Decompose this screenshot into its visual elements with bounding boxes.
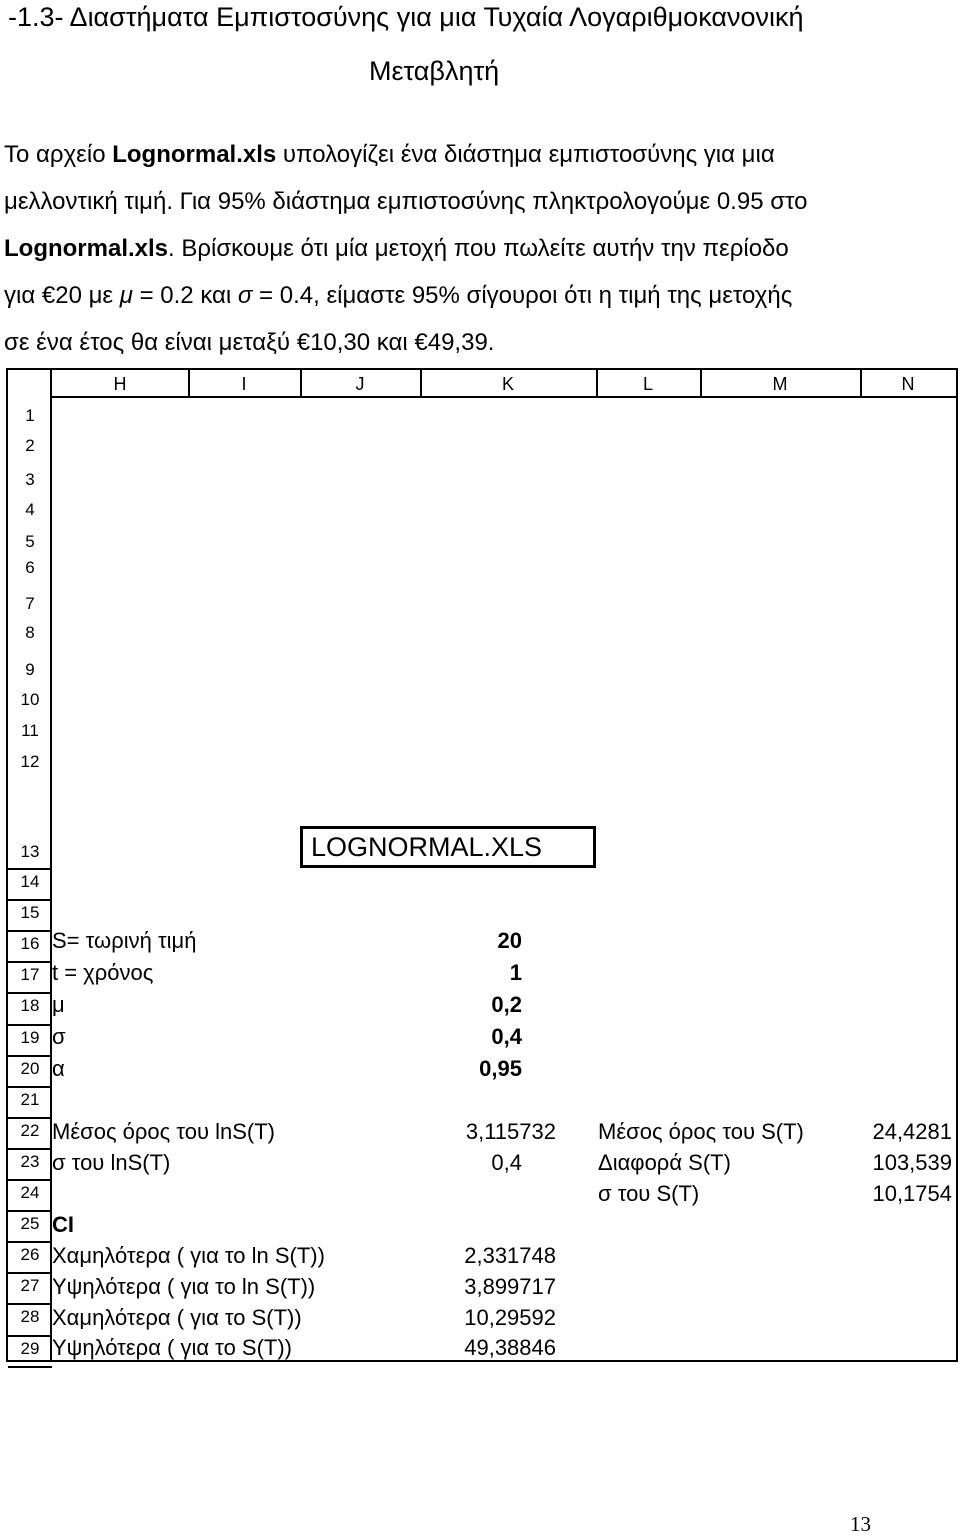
column-header-j: J [300,370,420,398]
text: = 0.2 και [132,282,238,309]
row-number: 29 [20,1338,40,1358]
row-separator [8,1117,52,1119]
paragraph-line-1 [4,138,954,185]
input-value-time: 1 [509,960,522,985]
row-separator [8,1086,52,1088]
input-value-mu: 0,2 [491,992,522,1017]
sigma-ln-label: σ του lnS(T) [52,1150,171,1175]
row-number: 8 [25,623,35,642]
sigma-s-label: σ του S(T) [598,1181,700,1206]
paragraph-line-3 [4,232,954,279]
paragraph-line-5: σε ένα έτος θα είναι μεταξύ €10,30 και €49,39. [4,329,495,356]
row-number: 5 [25,532,35,551]
row-number: 4 [25,500,35,519]
row-number: 23 [20,1151,40,1171]
heading-line-1: -1.3- Διαστήματα Εμπιστοσύνης για μια Τυχαία Λογαριθμοκανονική [8,2,804,32]
row-number: 3 [25,470,35,489]
input-label-time: t = χρόνος [52,960,154,985]
row-separator [8,1241,52,1243]
row-separator [8,1335,52,1337]
input-label-sigma: σ [52,1024,66,1049]
row-number: 28 [20,1307,40,1327]
row-number: 15 [20,903,40,923]
row-number: 20 [20,1058,40,1078]
ci-upper-ln-label: Υψηλότερα ( για το ln S(T)) [52,1274,316,1299]
row-number: 27 [20,1276,40,1296]
sigma-symbol: σ [237,282,253,309]
row-separator [8,1148,52,1150]
spreadsheet [6,368,958,1362]
ci-lower-ln-value: 2,331748 [464,1243,556,1268]
column-header-m: M [700,370,860,398]
row-number: 26 [20,1245,40,1265]
row-separator [8,961,52,963]
sigma-s-value: 10,1754 [872,1181,952,1206]
row-separator [8,1179,52,1181]
intro-paragraph [4,138,954,373]
row-number: 25 [20,1214,40,1234]
row-number: 21 [20,1089,40,1109]
row-number: 10 [20,690,40,709]
input-label-price: S= τωρινή τιμή [52,928,197,953]
mean-ln-value: 3,115732 [465,1119,556,1144]
text: για €20 με [4,282,120,309]
row-number: 19 [20,1027,40,1047]
column-divider [860,370,862,398]
row-number: 9 [25,660,35,679]
ci-lower-s-label: Χαμηλότερα ( για το S(T)) [52,1305,302,1330]
column-header-l: L [596,370,700,398]
row-separator [8,1303,52,1305]
row-separator [8,1366,52,1368]
ci-upper-ln-value: 3,899717 [464,1274,556,1299]
sheet-title-box [300,826,596,868]
column-header-k: K [420,370,596,398]
var-s-value: 103,539 [872,1150,952,1175]
column-header-i: I [188,370,300,398]
filename-bold: Lognormal.xls [4,235,169,262]
ci-upper-s-label: Υψηλότερα ( για το S(T)) [52,1335,293,1360]
row-separator [8,930,52,932]
text: Το αρχείο [4,141,113,168]
column-divider [420,370,422,398]
var-s-label: Διαφορά S(T) [598,1150,731,1175]
text: = 0.4, είμαστε 95% σίγουροι ότι η τιμή της μετοχής [252,282,793,309]
row-separator [8,899,52,901]
sigma-ln-value: 0,4 [491,1150,522,1175]
column-divider [700,370,702,398]
row-number: 16 [20,934,40,954]
column-header-n: N [860,370,956,398]
mean-ln-label: Μέσος όρος του lnS(T) [52,1119,276,1144]
input-value-sigma: 0,4 [491,1024,522,1049]
page-number: 13 [850,1512,871,1536]
row-number: 14 [20,872,40,891]
ci-lower-ln-label: Χαμηλότερα ( για το ln S(T)) [52,1243,325,1268]
row-number: 11 [21,721,39,740]
ci-lower-s-value: 10,29592 [464,1305,556,1330]
row-number: 24 [20,1183,40,1202]
input-label-mu: μ [52,992,65,1017]
input-value-price: 20 [497,928,522,953]
mu-symbol: μ [119,282,133,309]
row-number: 6 [25,558,35,577]
column-divider [188,370,190,398]
row-number: 1 [25,406,35,425]
row-separator [8,1024,52,1026]
row-separator [8,992,52,994]
paragraph-line-2: μελλοντική τιμή. Για 95% διάστημα εμπιστοσύνης πληκτρολογούμε 0.95 στο [4,188,808,215]
row-number: 18 [20,996,40,1016]
row-number: 22 [20,1120,40,1140]
row-number: 12 [20,752,40,771]
column-divider [300,370,302,398]
mean-s-label: Μέσος όρος του S(T) [598,1119,804,1144]
input-label-alpha: α [52,1056,65,1081]
filename-bold: Lognormal.xls [112,141,277,168]
sheet-title: LOGNORMAL.XLS [311,832,543,862]
text: . Βρίσκουμε ότι μία μετοχή που πωλείτε αυτήν την περίοδο [168,235,789,262]
column-divider [596,370,598,398]
column-header-h: H [52,370,188,398]
paragraph-line-4 [4,279,954,326]
row-separator [8,868,52,870]
ci-label: CI [52,1212,74,1237]
row-separator [8,1055,52,1057]
row-number: 17 [20,965,40,985]
row-separator [8,1272,52,1274]
mean-s-value: 24,4281 [872,1119,952,1144]
heading-line-2: Μεταβλητή [369,56,500,86]
text: υπολογίζει ένα διάστημα εμπιστοσύνης για μια [276,141,775,168]
ci-upper-s-value: 49,38846 [464,1335,556,1360]
row-number: 2 [25,436,35,455]
row-number: 13 [20,842,40,861]
row-separator [8,1210,52,1212]
row-number: 7 [25,594,35,613]
input-value-alpha: 0,95 [479,1056,522,1081]
